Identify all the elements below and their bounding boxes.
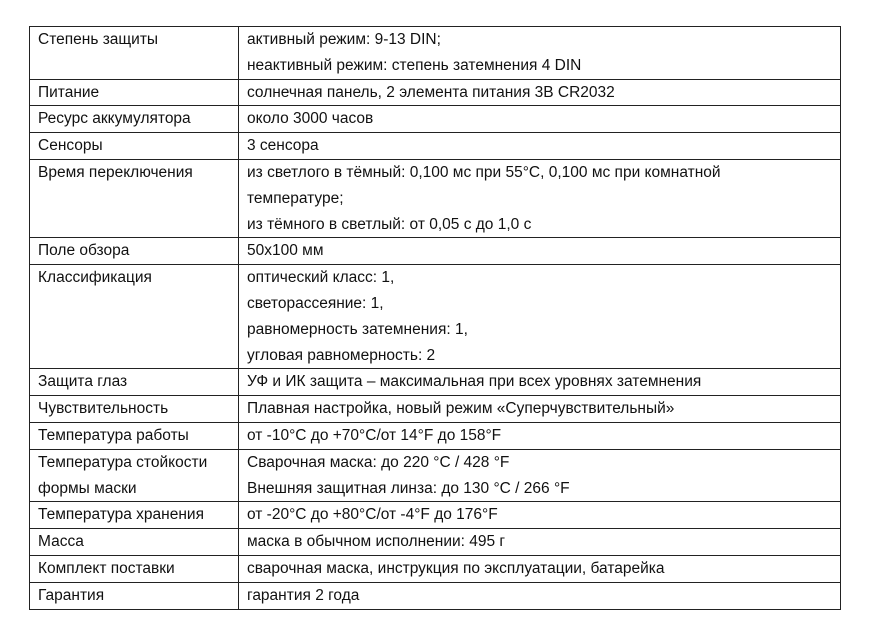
spec-label: Защита глаз bbox=[38, 373, 128, 391]
spec-label-cell bbox=[30, 27, 239, 80]
spec-label: Комплект поставки bbox=[38, 559, 175, 577]
spec-value-cell bbox=[239, 27, 841, 80]
spec-table-body bbox=[30, 27, 841, 610]
spec-label: Температура работы bbox=[38, 426, 189, 444]
spec-value: гарантия 2 года bbox=[247, 586, 360, 604]
spec-label-cell bbox=[30, 106, 239, 133]
table-row bbox=[30, 529, 841, 556]
spec-label-cell bbox=[30, 159, 239, 237]
spec-label-cell bbox=[30, 502, 239, 529]
spec-value-cell bbox=[239, 502, 841, 529]
spec-value: Плавная настройка, новый режим «Суперчувствительный» bbox=[247, 400, 675, 418]
spec-label-cell bbox=[30, 555, 239, 582]
spec-value: УФ и ИК защита – максимальная при всех уровнях затемнения bbox=[247, 373, 702, 391]
spec-label-cell bbox=[30, 238, 239, 265]
spec-value: оптический класс: 1, bbox=[247, 269, 395, 287]
spec-value: от -10°С до +70°С/от 14°F до 158°F bbox=[247, 426, 502, 444]
spec-value: 3 сенсора bbox=[247, 137, 319, 155]
table-row bbox=[30, 449, 841, 502]
table-row bbox=[30, 133, 841, 160]
spec-value-cell bbox=[239, 369, 841, 396]
spec-label-cell bbox=[30, 369, 239, 396]
spec-value: светорассеяние: 1, bbox=[247, 294, 384, 312]
table-row bbox=[30, 27, 841, 80]
spec-label: Питание bbox=[38, 83, 100, 101]
table-row bbox=[30, 159, 841, 237]
spec-label: Гарантия bbox=[38, 586, 105, 604]
spec-value: около 3000 часов bbox=[247, 110, 374, 128]
spec-label: Чувствительность bbox=[38, 400, 169, 418]
spec-value-cell bbox=[239, 133, 841, 160]
spec-value-cell bbox=[239, 396, 841, 423]
table-row bbox=[30, 106, 841, 133]
spec-value: маска в обычном исполнении: 495 г bbox=[247, 533, 506, 551]
spec-label: Классификация bbox=[38, 269, 152, 287]
table-row bbox=[30, 396, 841, 423]
spec-value: неактивный режим: степень затемнения 4 DIN bbox=[247, 56, 582, 74]
spec-value: равномерность затемнения: 1, bbox=[247, 320, 468, 338]
spec-value: Сварочная маска: до 220 °С / 428 °F bbox=[247, 453, 510, 471]
spec-label: формы маски bbox=[38, 479, 137, 497]
table-row bbox=[30, 555, 841, 582]
spec-value: угловая равномерность: 2 bbox=[247, 346, 436, 364]
spec-table bbox=[29, 26, 841, 610]
spec-label: Температура хранения bbox=[38, 506, 204, 524]
spec-value-cell bbox=[239, 106, 841, 133]
spec-label: Температура стойкости bbox=[38, 453, 208, 471]
table-row bbox=[30, 502, 841, 529]
spec-label: Степень защиты bbox=[38, 31, 159, 48]
spec-label: Сенсоры bbox=[38, 137, 103, 155]
spec-value: активный режим: 9-13 DIN; bbox=[247, 31, 441, 48]
spec-label-cell bbox=[30, 133, 239, 160]
spec-label: Масса bbox=[38, 533, 84, 551]
spec-value-cell bbox=[239, 555, 841, 582]
spec-label: Поле обзора bbox=[38, 242, 130, 260]
table-row bbox=[30, 582, 841, 609]
spec-label-cell bbox=[30, 265, 239, 369]
spec-label: Ресурс аккумулятора bbox=[38, 110, 191, 128]
spec-label: Время переключения bbox=[38, 163, 193, 181]
spec-label-cell bbox=[30, 422, 239, 449]
spec-value: температуре; bbox=[247, 189, 344, 207]
table-row bbox=[30, 265, 841, 369]
spec-value: из светлого в тёмный: 0,100 мс при 55°С, 0,100 мс при комнатной bbox=[247, 163, 721, 181]
spec-label-cell bbox=[30, 529, 239, 556]
spec-value-cell bbox=[239, 159, 841, 237]
spec-label-cell bbox=[30, 396, 239, 423]
spec-value-cell bbox=[239, 265, 841, 369]
spec-label-cell bbox=[30, 582, 239, 609]
spec-value-cell bbox=[239, 529, 841, 556]
spec-value: из тёмного в светлый: от 0,05 с до 1,0 с bbox=[247, 215, 532, 233]
spec-value: Внешняя защитная линза: до 130 °С / 266 °F bbox=[247, 479, 570, 497]
spec-value-cell bbox=[239, 449, 841, 502]
spec-value-cell bbox=[239, 582, 841, 609]
spec-value: от -20°С до +80°С/от -4°F до 176°F bbox=[247, 506, 498, 524]
table-row bbox=[30, 422, 841, 449]
spec-label-cell bbox=[30, 79, 239, 106]
spec-label-cell bbox=[30, 449, 239, 502]
spec-value-cell bbox=[239, 238, 841, 265]
spec-value-cell bbox=[239, 422, 841, 449]
spec-value: 50х100 мм bbox=[247, 242, 324, 260]
spec-value: сварочная маска, инструкция по эксплуатации, батарейка bbox=[247, 559, 665, 577]
table-row bbox=[30, 79, 841, 106]
spec-value-cell bbox=[239, 79, 841, 106]
table-row bbox=[30, 238, 841, 265]
table-row bbox=[30, 369, 841, 396]
spec-value: солнечная панель, 2 элемента питания 3В CR2032 bbox=[247, 83, 615, 101]
